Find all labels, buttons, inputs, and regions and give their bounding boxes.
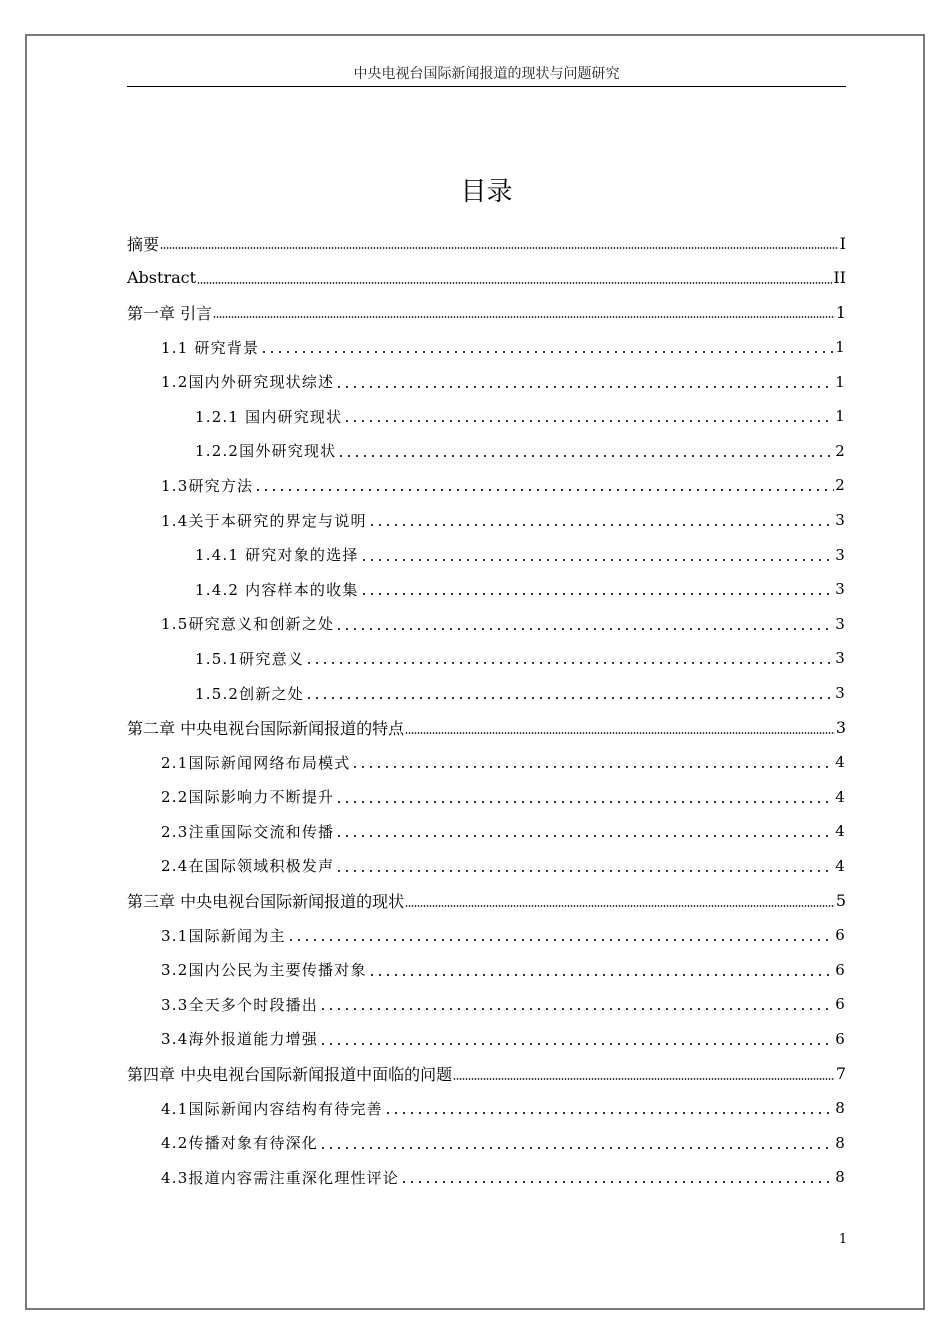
toc-leader-dots [384,1112,834,1114]
toc-entry[interactable] [127,261,846,296]
toc-leader-dots [160,247,839,249]
toc-entry-page: I [839,233,846,253]
toc-entry-label: 1.5研究意义和创新之处 [161,615,335,634]
toc-list [127,226,846,1195]
toc-entry-label: 1.5.1研究意义 [195,649,304,668]
toc-entry-label: 3.1国际新闻为主 [161,926,286,945]
toc-entry-label: 1.2.1 国内研究现状 [195,407,343,426]
toc-entry-label: 1.4.1 研究对象的选择 [195,546,359,565]
toc-entry[interactable] [127,364,846,399]
toc-entry[interactable] [127,607,846,642]
toc-entry[interactable] [127,399,846,434]
toc-leader-dots [305,662,834,664]
toc-entry-label: 第三章 中央电视台国际新闻报道的现状 [127,892,405,912]
toc-entry[interactable] [127,1022,846,1057]
toc-leader-dots [453,1078,835,1080]
toc-entry-page: 5 [835,891,846,911]
toc-entry[interactable] [127,883,846,918]
page-number: 1 [838,1232,848,1247]
toc-leader-dots [319,1147,834,1149]
toc-entry-page: 4 [835,856,846,875]
toc-leader-dots [400,1181,834,1183]
toc-entry[interactable] [127,1056,846,1091]
toc-entry[interactable] [127,745,846,780]
toc-entry-page: 1 [835,302,846,322]
toc-entry[interactable] [127,814,846,849]
toc-entry-label: 4.2传播对象有待深化 [161,1134,319,1153]
toc-leader-dots [337,455,834,457]
toc-entry-label: 2.3注重国际交流和传播 [161,822,335,841]
toc-leader-dots [260,351,834,353]
toc-leader-dots [305,697,834,699]
toc-entry[interactable] [127,780,846,815]
toc-entry-page: 8 [835,1099,846,1118]
toc-entry-label: Abstract [127,268,197,288]
toc-entry-label: 第二章 中央电视台国际新闻报道的特点 [127,719,405,739]
toc-entry-page: 1 [835,372,846,391]
toc-entry[interactable] [127,1091,846,1126]
toc-entry[interactable] [127,1160,846,1195]
toc-leader-dots [360,593,835,595]
toc-entry-page: 4 [835,753,846,772]
toc-leader-dots [287,939,835,941]
toc-entry[interactable] [127,537,846,572]
toc-entry-page: 4 [835,787,846,806]
toc-entry-label: 1.2.2国外研究现状 [195,442,337,461]
toc-title: 目录 [460,177,513,207]
toc-leader-dots [360,559,835,561]
toc-entry-label: 4.1国际新闻内容结构有待完善 [161,1099,383,1118]
toc-entry-label: 第一章 引言 [127,303,213,323]
running-header: 中央电视台国际新闻报道的现状与问题研究 [127,64,846,87]
toc-entry-page: 8 [835,1133,846,1152]
toc-entry-label: 4.3报道内容需注重深化理性评论 [161,1168,400,1187]
toc-entry-label: 3.2国内公民为主要传播对象 [161,961,367,980]
toc-entry[interactable] [127,952,846,987]
toc-entry[interactable] [127,434,846,469]
toc-entry-page: 2 [835,441,846,460]
toc-entry-label: 1.1 研究背景 [161,338,260,357]
toc-entry[interactable] [127,918,846,953]
toc-entry-page: 1 [835,338,846,357]
toc-leader-dots [254,489,834,491]
toc-entry[interactable] [127,710,846,745]
toc-leader-dots [213,316,835,318]
toc-entry-page: 7 [835,1064,846,1084]
toc-entry-page: 6 [835,926,846,945]
toc-entry-page: 3 [835,511,846,530]
toc-leader-dots [335,801,834,803]
toc-entry-label: 1.4关于本研究的界定与说明 [161,511,367,530]
toc-entry[interactable] [127,503,846,538]
toc-entry-page: 3 [835,718,846,738]
toc-entry[interactable] [127,641,846,676]
toc-entry[interactable] [127,676,846,711]
toc-entry-page: 4 [835,822,846,841]
toc-leader-dots [335,628,834,630]
toc-entry-label: 1.5.2创新之处 [195,684,304,703]
toc-entry-label: 3.3全天多个时段播出 [161,995,319,1014]
toc-entry-page: 3 [835,649,846,668]
toc-entry-label: 3.4海外报道能力增强 [161,1030,319,1049]
toc-entry[interactable] [127,295,846,330]
toc-leader-dots [343,420,834,422]
toc-entry-page: 3 [835,580,846,599]
toc-entry-page: 6 [835,995,846,1014]
toc-entry-page: 6 [835,960,846,979]
toc-leader-dots [335,870,834,872]
toc-leader-dots [197,282,832,284]
toc-leader-dots [335,835,834,837]
toc-leader-dots [368,974,835,976]
toc-entry-page: 2 [835,476,846,495]
toc-entry-page: 3 [835,614,846,633]
toc-entry-label: 1.3研究方法 [161,476,254,495]
toc-entry[interactable] [127,987,846,1022]
toc-entry-label: 第四章 中央电视台国际新闻报道中面临的问题 [127,1065,453,1085]
toc-entry-page: 3 [835,545,846,564]
toc-entry[interactable] [127,226,846,261]
toc-entry[interactable] [127,330,846,365]
toc-entry-label: 2.4在国际领域积极发声 [161,857,335,876]
toc-entry[interactable] [127,572,846,607]
toc-entry-page: 3 [835,684,846,703]
toc-leader-dots [351,766,834,768]
toc-entry-page: 1 [835,407,846,426]
toc-entry-label: 摘要 [127,234,160,254]
toc-entry-page: 8 [835,1168,846,1187]
toc-leader-dots [335,386,834,388]
toc-entry[interactable] [127,468,846,503]
toc-entry-label: 2.1国际新闻网络布局模式 [161,753,351,772]
toc-leader-dots [319,1008,834,1010]
toc-entry[interactable] [127,849,846,884]
toc-entry-page: 6 [835,1029,846,1048]
toc-entry-label: 1.4.2 内容样本的收集 [195,580,359,599]
toc-leader-dots [405,905,835,907]
toc-entry[interactable] [127,1125,846,1160]
toc-leader-dots [368,524,835,526]
toc-leader-dots [405,732,835,734]
toc-entry-label: 1.2国内外研究现状综述 [161,373,335,392]
toc-entry-page: II [833,268,846,288]
toc-leader-dots [319,1043,834,1045]
toc-entry-label: 2.2国际影响力不断提升 [161,788,335,807]
